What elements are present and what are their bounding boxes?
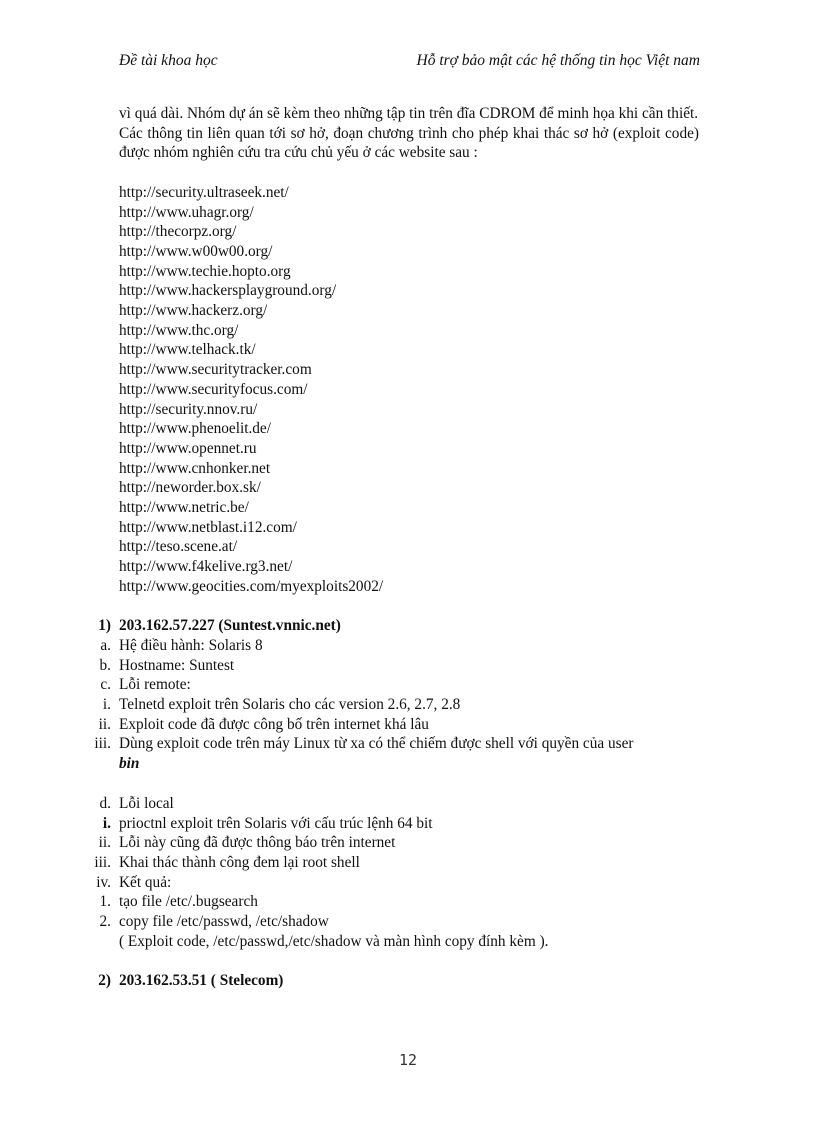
url-item[interactable]: http://www.geocities.com/myexploits2002/ xyxy=(119,577,384,595)
url-item[interactable]: http://www.opennet.ru xyxy=(119,439,257,457)
page-number: 12 xyxy=(398,1051,418,1069)
url-item[interactable]: http://www.hackersplayground.org/ xyxy=(119,282,337,300)
section-2-heading xyxy=(98,971,699,991)
list-item-d: d. Lỗi local xyxy=(99,794,174,812)
section-1-marker: 1) xyxy=(98,617,111,635)
remote-item-iii-text: Dùng exploit code trên máy Linux từ xa có thể chiếm được shell với quyền của user xyxy=(119,735,634,753)
url-item[interactable]: http://teso.scene.at/ xyxy=(119,538,238,556)
url-item[interactable]: http://www.phenoelit.de/ xyxy=(119,420,271,438)
list-item-b: b. Hostname: Suntest xyxy=(99,656,235,674)
page-body xyxy=(94,104,699,991)
local-item-iii: iii. Khai thác thành công đem lại root shell xyxy=(94,853,360,871)
url-item[interactable]: http://www.securitytracker.com xyxy=(119,361,312,379)
result-item-2: 2. copy file /etc/passwd, /etc/shadow ( Exploit code, /etc/passwd,/etc/shadow và màn hình copy đính kèm ). xyxy=(99,913,549,950)
url-item[interactable]: http://www.hackerz.org/ xyxy=(119,302,268,320)
url-item[interactable]: http://www.techie.hopto.org xyxy=(119,262,291,280)
section-2-title: 203.162.53.51 ( Stelecom) xyxy=(119,972,284,990)
section-2-marker: 2) xyxy=(98,972,111,990)
url-list xyxy=(119,183,699,597)
url-item[interactable]: http://www.cnhonker.net xyxy=(119,459,271,477)
local-item-ii: ii. Lỗi này cũng đã được thông báo trên internet xyxy=(98,834,396,852)
local-item-iv: iv. Kết quả: xyxy=(96,873,172,891)
intro-paragraph-1: vì quá dài. Nhóm dự án sẽ kèm theo những tập tin trên đĩa CDROM để minh họa khi cần thiết. xyxy=(119,105,699,122)
url-item[interactable]: http://www.securityfocus.com/ xyxy=(119,380,308,398)
section-1-title: 203.162.57.227 (Suntest.vnnic.net) xyxy=(119,617,341,635)
local-item-i: i. prioctnl exploit trên Solaris với cấu trúc lệnh 64 bit xyxy=(102,814,433,832)
url-item[interactable]: http://www.netric.be/ xyxy=(119,499,249,517)
url-item[interactable]: http://www.telhack.tk/ xyxy=(119,341,256,359)
attachment-note: ( Exploit code, /etc/passwd,/etc/shadow và màn hình copy đính kèm ). xyxy=(119,932,549,950)
header-right: Hỗ trợ bảo mật các hệ thống tin học Việt nam xyxy=(416,52,700,69)
url-item[interactable]: http://www.f4kelive.rg3.net/ xyxy=(119,558,293,576)
url-item[interactable]: http://www.uhagr.org/ xyxy=(119,203,254,221)
url-item[interactable]: http://security.nnov.ru/ xyxy=(119,400,258,418)
url-item[interactable]: http://www.netblast.i12.com/ xyxy=(119,518,297,536)
section-1-heading xyxy=(98,616,699,636)
remote-item-iii: iii. Dùng exploit code trên máy Linux từ xa có thể chiếm được shell với quyền của user bin xyxy=(94,735,634,773)
url-item[interactable]: http://www.thc.org/ xyxy=(119,321,239,339)
remote-item-i: i. Telnetd exploit trên Solaris cho các version 2.6, 2.7, 2.8 xyxy=(102,696,461,714)
remote-item-ii: ii. Exploit code đã được công bố trên internet khá lâu xyxy=(98,715,429,733)
list-item-a: a. Hệ điều hành: Solaris 8 xyxy=(100,636,263,654)
header-left: Đề tài khoa học xyxy=(119,52,218,69)
result-item-2-text: copy file /etc/passwd, /etc/shadow xyxy=(119,913,329,931)
result-item-1: 1. tạo file /etc/.bugsearch xyxy=(99,893,258,911)
url-item[interactable]: http://security.ultraseek.net/ xyxy=(119,183,289,201)
url-item[interactable]: http://thecorpz.org/ xyxy=(119,223,237,241)
url-item[interactable]: http://neworder.box.sk/ xyxy=(119,479,261,497)
user-bin-emphasis: bin xyxy=(119,755,140,773)
list-item-c: c. Lỗi remote: xyxy=(100,676,191,694)
intro-paragraph-2: Các thông tin liên quan tới sơ hở, đoạn chương trình cho phép khai thác sơ hở (exploit code) được nhóm nghiên cứu tra cứu chủ yếu ở các website sau : xyxy=(119,124,699,162)
url-item[interactable]: http://www.w00w00.org/ xyxy=(119,242,273,260)
